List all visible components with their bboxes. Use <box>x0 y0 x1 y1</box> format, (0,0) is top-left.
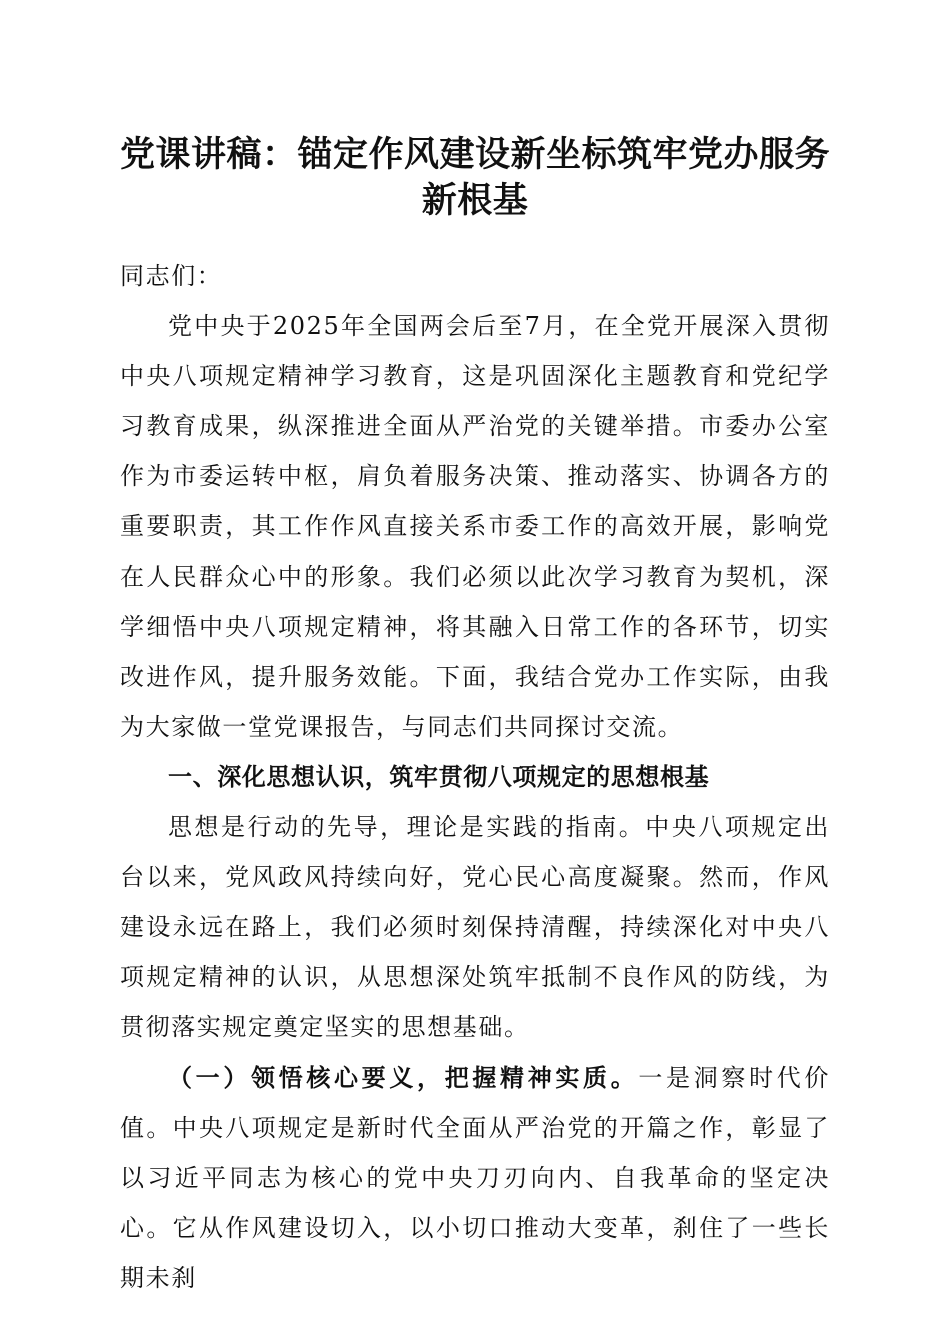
document-body <box>120 251 830 1303</box>
title-line-2: 新根基 <box>421 181 529 221</box>
paragraph-intro: 党中央于2025年全国两会后至7月，在全党开展深入贯彻中央八项规定精神学习教育，这是巩固深化主题教育和党纪学习教育成果，纵深推进全面从严治党的关键举措。市委办公室作为市委运转中枢，肩负着服务决策、推动落实、协调各方的重要职责，其工作作风直接关系市委工作的高效开展，影响党在人民群众心中的形象。我们必须以此次学习教育为契机，深学细悟中央八项规定精神，将其融入日常工作的各环节，切实改进作风，提升服务效能。下面，我结合党办工作实际，由我为大家做一堂党课报告，与同志们共同探讨交流。 <box>120 312 830 741</box>
subsection-heading-1: （一）领悟核心要义，把握精神实质。 <box>168 1062 639 1092</box>
document-title <box>110 132 840 224</box>
title-line-1: 党课讲稿：锚定作风建设新坐标筑牢党办服务 <box>119 135 830 175</box>
paragraph-section-1: 思想是行动的先导，理论是实践的指南。中央八项规定出台以来，党风政风持续向好，党心民心高度凝聚。然而，作风建设永远在路上，我们必须时刻保持清醒，持续深化对中央八项规定精神的认识，从思想深处筑牢抵制不良作风的防线，为贯彻落实规定奠定坚实的思想基础。 <box>120 813 830 1042</box>
salutation: 同志们： <box>120 262 223 290</box>
section-heading-1: 一、深化思想认识，筑牢贯彻八项规定的思想根基 <box>168 762 710 791</box>
paragraph-subsection-1 <box>120 1053 830 1303</box>
subsection-text-1: 一是洞察时代价值。中央八项规定是新时代全面从严治党的开篇之作，彰显了以习近平同志为核心的党中央刀刃向内、自我革命的坚定决心。它从作风建设切入，以小切口推动大变革，刹住了一些长期未刹 <box>120 1063 831 1292</box>
